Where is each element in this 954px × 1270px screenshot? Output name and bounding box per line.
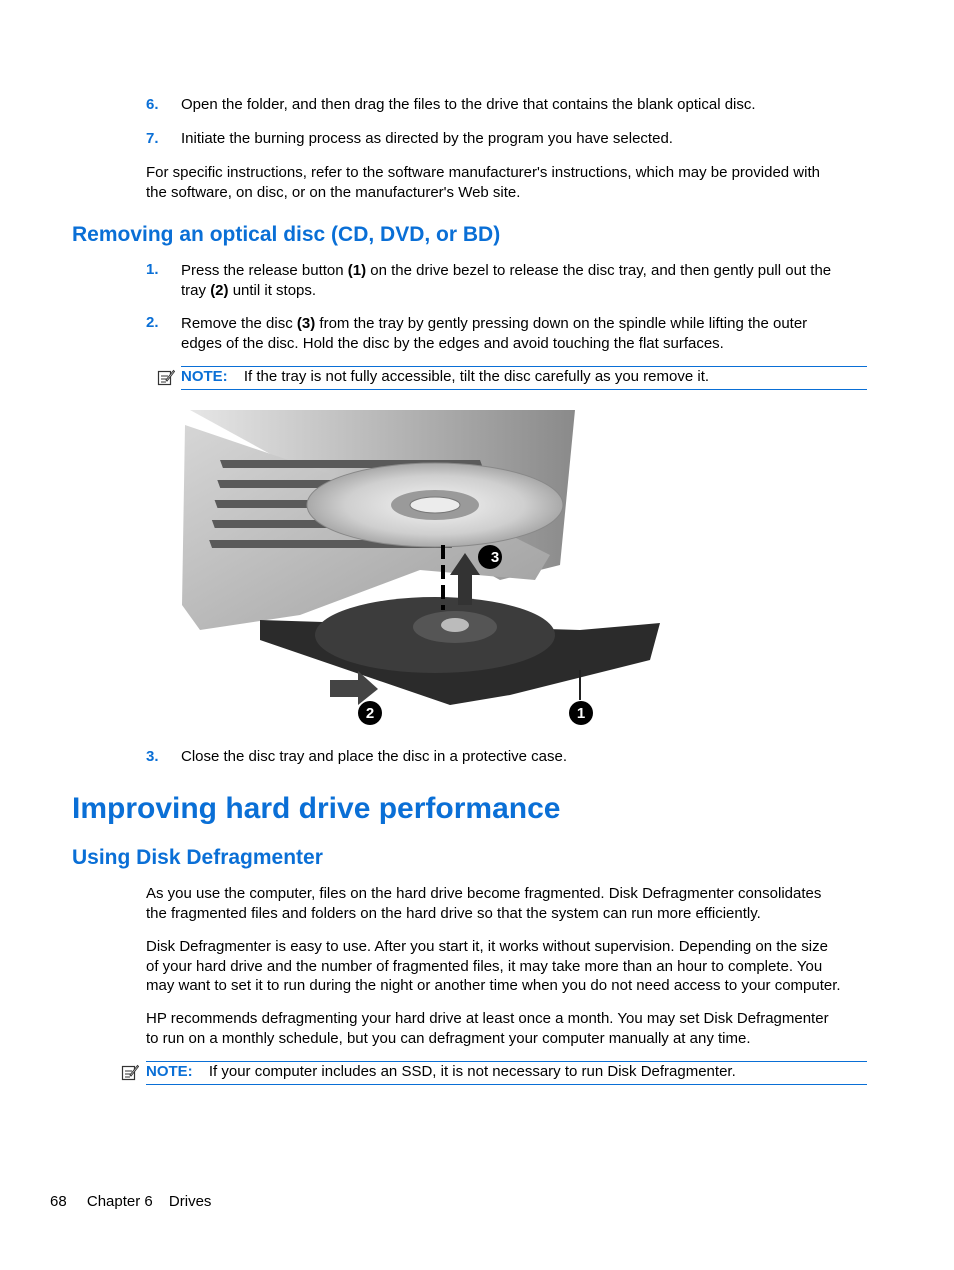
intro-line: the software, on disc, or on the manufacturer's Web site. xyxy=(146,183,521,201)
intro-paragraph xyxy=(146,163,868,202)
step-1-text: Press the release button (1) on the drive bezel to release the disc tray, and then gently pull out the tray (2) until it stops. xyxy=(181,262,832,299)
section-heading-defrag: Using Disk Defragmenter xyxy=(72,846,323,869)
step-number: 1. xyxy=(146,261,159,278)
note-icon xyxy=(157,368,175,386)
note-label: NOTE: xyxy=(146,1063,193,1080)
step-text: Open the folder, and then drag the files to the drive that contains the blank optical disc. xyxy=(181,96,756,113)
note-text: If the tray is not fully accessible, tilt the disc carefully as you remove it. xyxy=(243,368,710,385)
note-box xyxy=(146,1061,867,1085)
step-number: 3. xyxy=(146,748,159,765)
step-number: 6. xyxy=(146,96,159,113)
note-label: NOTE: xyxy=(181,368,228,385)
disc-removal-illustration xyxy=(180,405,670,735)
page-footer xyxy=(50,1193,211,1210)
page-number: 68 xyxy=(50,1193,67,1210)
footer-chapter: Chapter 6 xyxy=(86,1193,153,1210)
footer-section: Drives xyxy=(168,1193,212,1210)
step-number: 2. xyxy=(146,314,159,331)
section-heading-removing: Removing an optical disc (CD, DVD, or BD) xyxy=(72,223,501,246)
step-2-text: Remove the disc (3) from the tray by gently pressing down on the spindle while lifting the outer edges of the disc. Hold the disc by the edges and avoid touching the flat surfaces. xyxy=(181,315,808,352)
note-box xyxy=(181,366,867,390)
callout-2: 2 xyxy=(365,705,375,722)
callout-1: 1 xyxy=(576,705,586,722)
note-icon xyxy=(121,1063,139,1081)
callout-3: 3 xyxy=(490,549,500,566)
step-text: Close the disc tray and place the disc in a protective case. xyxy=(181,748,568,765)
intro-line: For specific instructions, refer to the software manufacturer's instructions, which may be provided with xyxy=(146,164,820,181)
note-text: If your computer includes an SSD, it is not necessary to run Disk Defragmenter. xyxy=(208,1063,736,1080)
defrag-paragraph-2: Disk Defragmenter is easy to use. After you start it, it works without supervision. Depending on the size of your hard drive and the number of fragmented files, it may take more than an hour to complete. You may want to set it to run during the night or another time when you do not need access to your computer. xyxy=(146,938,841,994)
step-number: 7. xyxy=(146,130,159,147)
chapter-heading: Improving hard drive performance xyxy=(72,792,561,825)
defrag-paragraph-3: HP recommends defragmenting your hard drive at least once a month. You may set Disk Defragmenter to run on a monthly schedule, but you can defragment your computer manually at any time. xyxy=(146,1010,829,1047)
step-text: Initiate the burning process as directed by the program you have selected. xyxy=(181,130,673,147)
defrag-paragraph-1: As you use the computer, files on the hard drive become fragmented. Disk Defragmenter consolidates the fragmented files and folders on the hard drive so that the system can run more efficiently. xyxy=(146,885,822,922)
